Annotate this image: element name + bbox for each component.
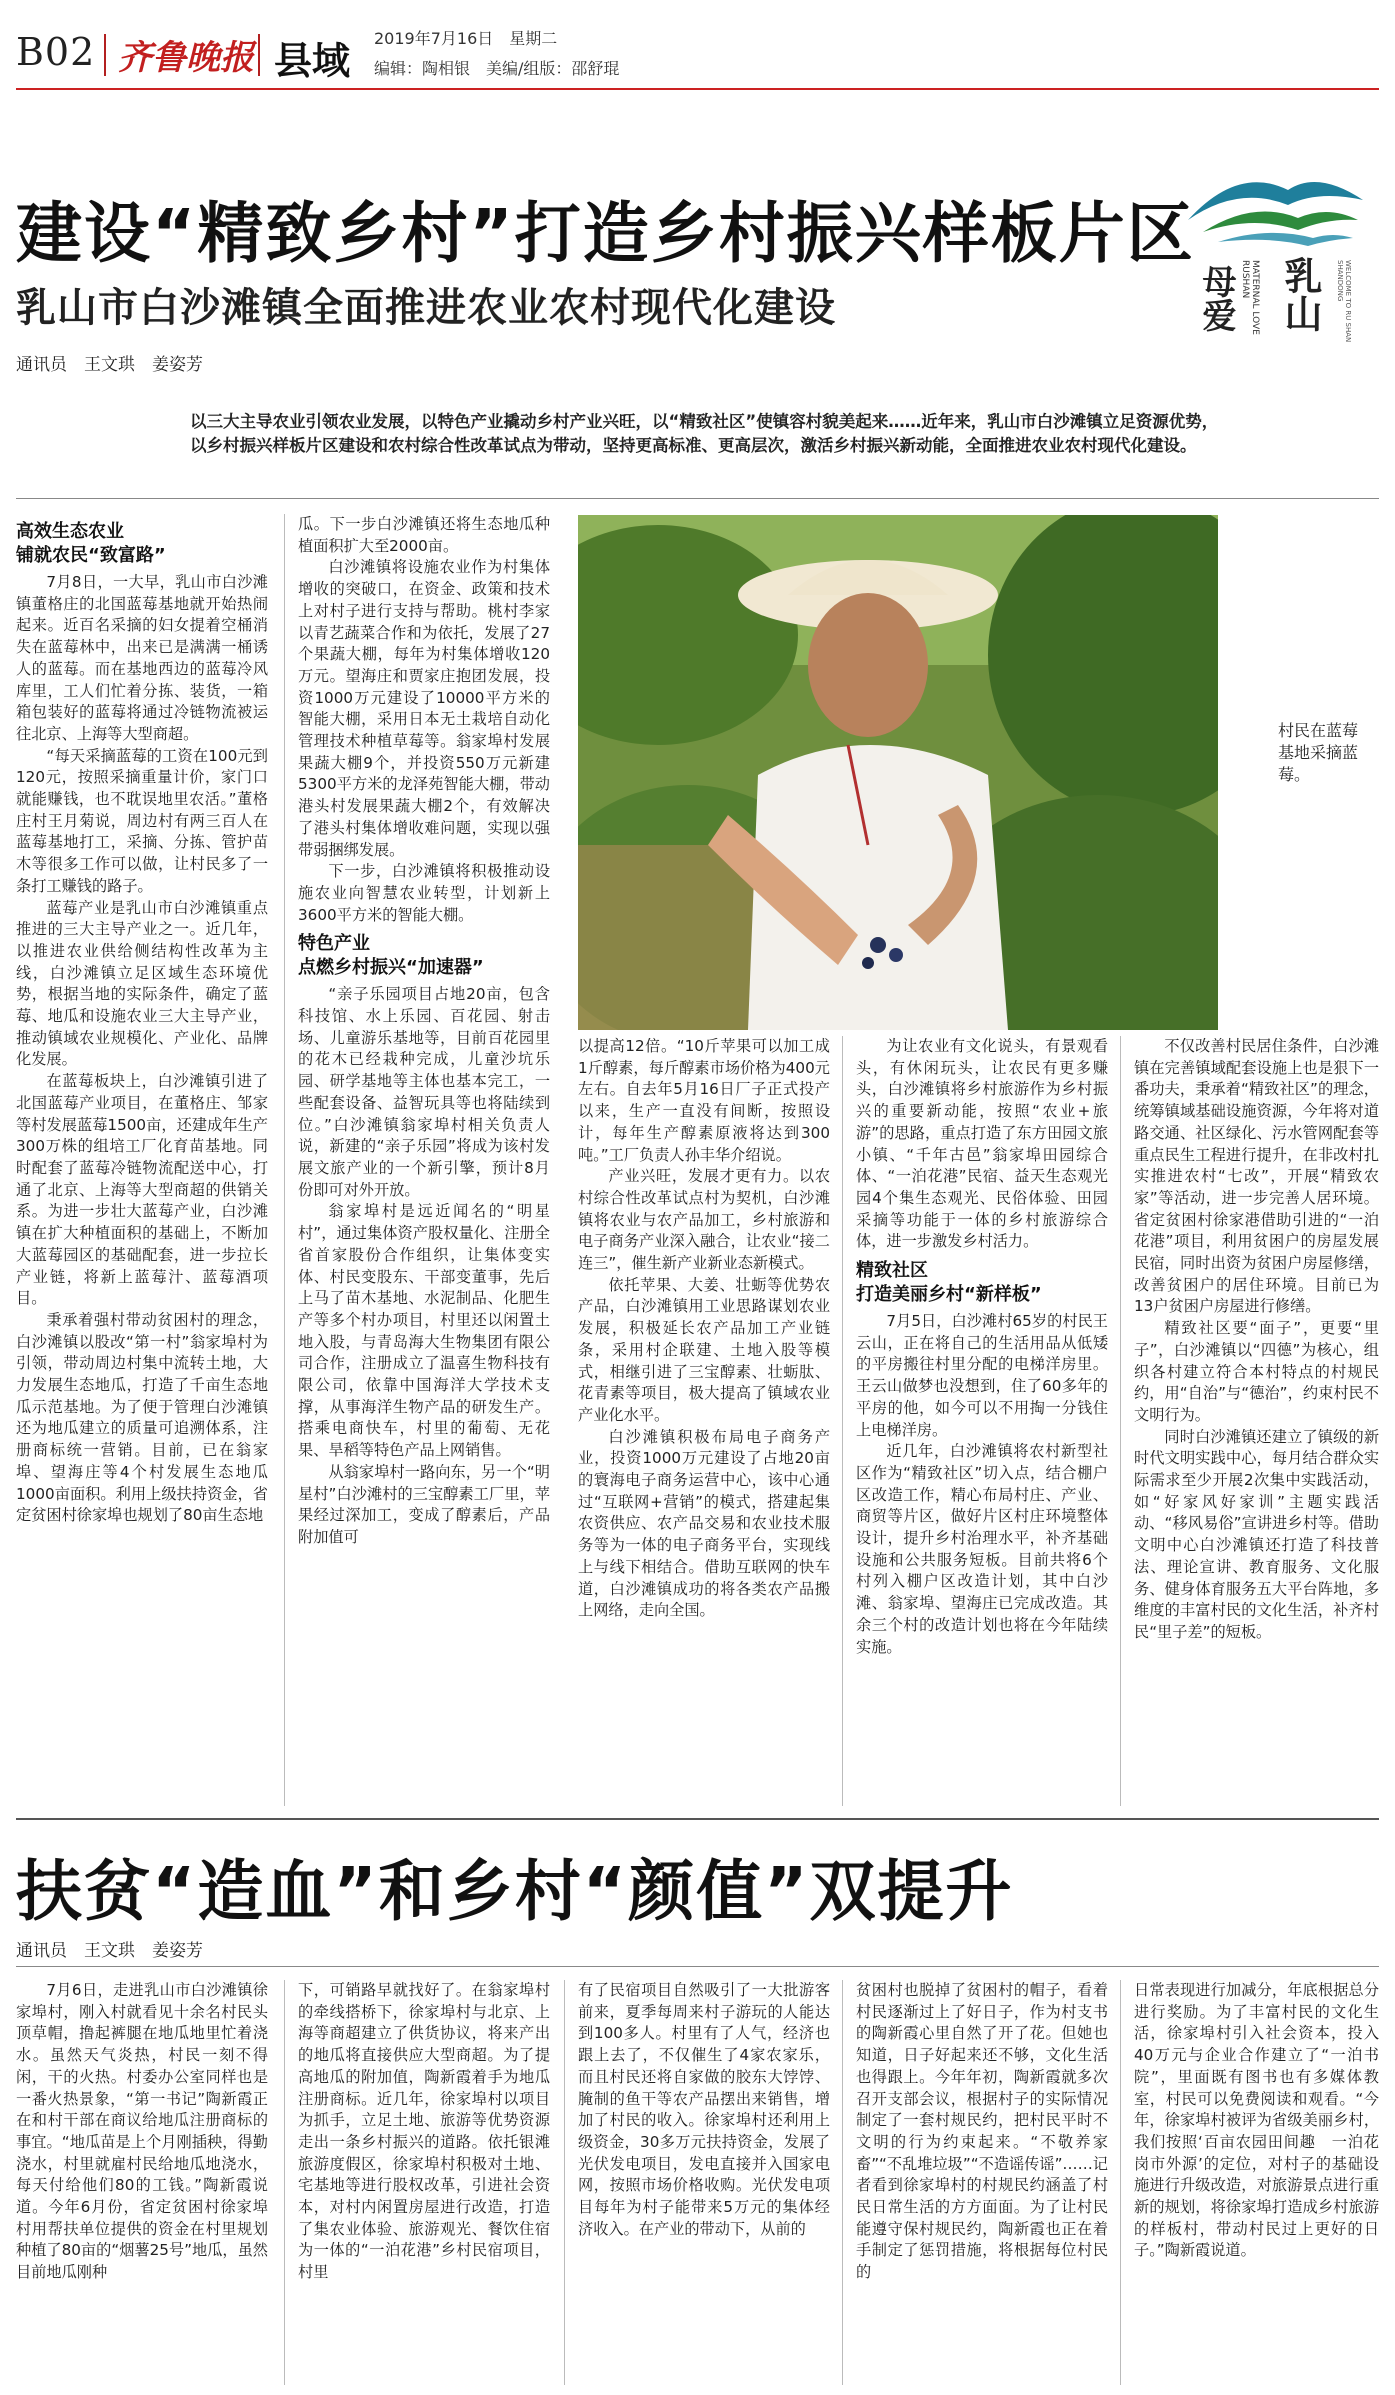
paragraph: 在蓝莓板块上，白沙滩镇引进了北国蓝莓产业项目，在董格庄、邹家等村发展蓝莓1500亩，还建成年生产300万株的组培工厂化育苗基地。同时配套了蓝莓冷链物流配送中心，打通了北京、上海等大型商超的供销关系。为进一步壮大蓝莓产业，白沙滩镇在扩大种植面积的基础上，不断加大蓝莓园区的基础配套，进一步拉长产业链，将新上蓝莓汁、蓝莓酒项目。 (16, 1072, 268, 1308)
logo-english-text-2: WELCOME TO RU SHAN SHANDONG (1336, 260, 1352, 343)
paragraph: 不仅改善村民居住条件，白沙滩镇在完善镇域配套设施上也是狠下一番功夫，秉承着“精致社区”的理念，统筹镇域基础设施资源，今年将对道路交通、社区绿化、污水管网配套等重点民生工程进行提升，在非改村扎实推进农村“七改”，开展“精致农家”等活动，进一步完善人居环境。省定贫困村徐家港借助引进的“一泊花港”项目，利用贫困户的房屋发展民宿，同时出资为贫困户房屋修缮，改善贫困户的居住环境。目前已为13户贫困户房屋进行修缮。 (1134, 1037, 1379, 1316)
column-divider (842, 1036, 843, 1806)
paragraph: 以提高12倍。“10斤苹果可以加工成1斤醇素，每斤醇素市场价格为400元左右。自去年5月16日厂子正式投产以来，生产一直没有间断，按照设计，每年生产醇素原液将达到300吨。”工厂负责人孙丰华介绍说。 (578, 1037, 830, 1164)
newspaper-name: 齐鲁晚报 (118, 38, 254, 78)
logo-english-text: MATERNAL LOVE RUSHAN (1240, 260, 1260, 335)
header-divider (104, 34, 106, 76)
page-number: B02 (16, 30, 96, 74)
header-rule (16, 88, 1379, 90)
paragraph: 从翁家埠村一路向东，另一个“明星村”白沙滩村的三宝醇素工厂里，苹果经过深加工，变成了醇素后，产品附加值可 (298, 1462, 550, 1546)
paragraph: 贫困村也脱掉了贫困村的帽子，看着村民逐渐过上了好日子，作为村支书的陶新霞心里自然了开了花。但她也知道，日子好起来还不够，文化生活也得跟上。今年年初，陶新霞就多次召开支部会议，根据村子的实际情况制定了一套村规民约，把村民平时不文明的行为约束起来。“不敬养家畜”“不乱堆垃圾”“不造谣传谣”……记者看到徐家埠村的村规民约涵盖了村民日常生活的方方面面。为了让村民能遵守保村规民约，陶新霞也正在着手制定了惩罚措施，将根据每位村民的 (856, 1981, 1108, 2282)
article1-column-4 (856, 1036, 1108, 1806)
paragraph: 下，可销路早就找好了。在翁家埠村的牵线搭桥下，徐家埠村与北京、上海等商超建立了供货协议，将来产出的地瓜将直接供应大型商超。为了提高地瓜的附加值，陶新霞着手为地瓜注册商标。近几年，徐家埠村以项目为抓手，立足土地、旅游等优势资源走出一条乡村振兴的道路。依托银滩旅游度假区，徐家埠村积极对土地、宅基地等进行股权改革，引进社会资本，对村内闲置房屋进行改造，打造了集农业体验、旅游观光、餐饮住宿为一体的“一泊花港”乡村民宿项目，村里 (298, 1981, 550, 2282)
blueberry-picking-photo (578, 515, 1218, 1030)
paragraph: 精致社区要“面子”，更要“里子”，白沙滩镇以“四德”为核心，组织各村建立符合本村特点的村规民约，用“自治”与“德治”，约束村民不文明行为。 (1134, 1319, 1379, 1424)
paragraph: 瓜。下一步白沙滩镇还将生态地瓜种植面积扩大至2000亩。 (298, 515, 550, 555)
paragraph: 7月5日，白沙滩村65岁的村民王云山，正在将自己的生活用品从低矮的平房搬往村里分配的电梯洋房里。王云山做梦也没想到，住了60多年的平房的他，如今可以不用掏一分钱住上电梯洋房。 (856, 1312, 1108, 1439)
paragraph: 日常表现进行加减分，年底根据总分进行奖励。为了丰富村民的文化生活，徐家埠村引入社会资本，投入40万元与企业合作建立了“一泊书院”，里面既有图书也有多媒体教室，村民可以免费阅读和观看。“今年，徐家埠村被评为省级美丽乡村，我们按照‘百亩农园田间趣 一泊花岗市外源’的定位，对村子的基础设施进行升级改造，对旅游景点进行重新的规划，将徐家埠打造成乡村旅游的样板村，带动村民过上更好的日子。”陶新霞说道。 (1134, 1981, 1379, 2260)
subheading: 特色产业 点燃乡村振兴“加速器” (298, 933, 484, 979)
lede-rule (16, 498, 1379, 499)
article2-column-1 (16, 1980, 268, 2385)
editors-credit: 编辑：陶相银 美编/组版：邵舒琨 (374, 59, 620, 78)
paragraph: 秉承着强村带动贫困村的理念，白沙滩镇以股改“第一村”翁家埠村为引领，带动周边村集中流转土地，大力发展生态地瓜，打造了千亩生态地瓜示范基地。为了便于管理白沙滩镇还为地瓜建立的质量可追溯体系，注册商标统一营销。目前，已在翁家埠、望海庄等4个村发展生态地瓜1000亩面积。利用上级扶持资金，省定贫困村徐家埠也规划了80亩生态地 (16, 1310, 268, 1525)
paragraph: “每天采摘蓝莓的工资在100元到120元，按照采摘重量计价，家门口就能赚钱，也不耽误地里农活。”董格庄村王月菊说，周边村有两三百人在蓝莓基地打工，采摘、分拣、管护苗木等很多工作可以做，让村民多了一条打工赚钱的路子。 (16, 746, 268, 895)
article2-column-5 (1134, 1980, 1379, 2385)
subheading: 精致社区 打造美丽乡村“新样板” (856, 1260, 1042, 1306)
logo-main-text: 乳山 (1278, 256, 1322, 332)
section-rule (16, 1818, 1379, 1820)
column-divider (284, 514, 285, 1806)
article1-column-2 (298, 514, 550, 1806)
article-subtitle: 乳山市白沙滩镇全面推进农业农村现代化建设 (16, 285, 836, 331)
paragraph: 蓝莓产业是乳山市白沙滩镇重点推进的三大主导产业之一。近几年，以推进农业供给侧结构性改革为主线，白沙滩镇立足区域生态环境优势，根据当地的实际条件，确定了蓝莓、地瓜和设施农业三大主导产业，推动镇域农业规模化、产业化、品牌化发展。 (16, 898, 268, 1069)
column-divider (284, 1980, 285, 2385)
paragraph: 下一步，白沙滩镇将积极推动设施农业向智慧农业转型，计划新上3600平方米的智能大棚。 (298, 862, 550, 924)
paragraph: “亲子乐园项目占地20亩，包含科技馆、水上乐园、百花园、射击场、儿童游乐基地等，目前百花园里的花木已经栽种完成，儿童沙坑乐园、研学基地等主体也基本完工，一些配套设备、益智玩具等也将陆续到位。”白沙滩镇翁家埠村相关负责人说，新建的“亲子乐园”将成为该村发展文旅产业的一个新引擎，预计8月份即可对外开放。 (298, 985, 550, 1199)
paragraph: 7月8日，一大早，乳山市白沙滩镇董格庄的北国蓝莓基地就开始热闹起来。近百名采摘的妇女提着空桶消失在蓝莓林中，出来已是满满一桶诱人的蓝莓。而在基地西边的蓝莓冷风库里，工人们忙着分拣、装货，一箱箱包装好的蓝莓将通过冷链物流被运往北京、上海等大型商超。 (16, 573, 268, 743)
column-divider (842, 1980, 843, 2385)
issue-date: 2019年7月16日 星期二 (374, 29, 558, 48)
paragraph: 有了民宿项目自然吸引了一大批游客前来，夏季每周来村子游玩的人能达到100多人。村里有了人气，经济也跟上去了，不仅催生了4家农家乐，而且村民还将自家做的胶东大饽饽、腌制的鱼干等农产品摆出来销售，增加了村民的收入。徐家埠村还利用上级资金，30多万元扶持资金，发展了光伏发电项目，发电直接并入国家电网，按照市场价格收购。光伏发电项目每年为村子能带来5万元的集体经济收入。在产业的带动下，从前的 (578, 1981, 830, 2238)
column-divider (564, 1980, 565, 2385)
section-name: 县域 (274, 39, 351, 83)
column-divider (1120, 1036, 1121, 1806)
article1-column-1 (16, 514, 268, 1806)
paragraph: 产业兴旺，发展才更有力。以农村综合性改革试点村为契机，白沙滩镇将农业与农产品加工，乡村旅游和电子商务产业深入融合，让农业“接二连三”，催生新产业新业态新模式。 (578, 1167, 830, 1273)
byline: 通讯员 王文珙 姜姿芳 (16, 355, 203, 375)
paragraph: 7月6日，走进乳山市白沙滩镇徐家埠村，刚入村就看见十余名村民头顶草帽，撸起裤腿在地瓜地里忙着浇水。虽然天气炎热，村民一刻不得闲，干的火热。村委办公室同样也是一番火热景象，“第一书记”陶新霞正在和村干部在商议给地瓜注册商标的事宜。“地瓜苗是上个月刚插秧，得勤浇水，村里就雇村民给地瓜地浇水，每天付给他们80的工钱。”陶新霞说道。今年6月份，省定贫困村徐家埠村用帮扶单位提供的资金在村里规划种植了80亩的“烟薯25号”地瓜，虽然目前地瓜刚种 (16, 1981, 268, 2282)
logo-side-text: 母爱 (1196, 264, 1236, 332)
article-title: 建设“精致乡村”打造乡村振兴样板片区 (16, 195, 1195, 272)
paragraph: 近几年，白沙滩镇将农村新型社区作为“精致社区”切入点，结合棚户区改造工作，精心布局村庄、产业、商贸等片区，做好片区村庄环境整体设计，提升乡村治理水平，补齐基础设施和公共服务短板。目前共将6个村列入棚户区改造计划，其中白沙滩、翁家埠、望海庄已完成改造。其余三个村的改造计划也将在今年陆续实施。 (856, 1442, 1108, 1656)
rushan-logo (1178, 160, 1368, 360)
header-divider (258, 34, 260, 76)
article2-column-2 (298, 1980, 550, 2385)
paragraph: 为让农业有文化说头，有景观看头，有休闲玩头，让农民有更多赚头，白沙滩镇将乡村旅游作为乡村振兴的重要新动能，按照“农业+旅游”的思路，重点打造了东方田园文旅小镇、“千年古邑”翁家埠田园综合体、“一泊花港”民宿、益天生态观光园4个集生态观光、民俗体验、田园采摘等功能于一体的乡村旅游综合体，进一步激发乡村活力。 (856, 1037, 1108, 1251)
article2-byline: 通讯员 王文珙 姜姿芳 (16, 1941, 203, 1961)
column-divider (1120, 1980, 1121, 2385)
paragraph: 白沙滩镇将设施农业作为村集体增收的突破口，在资金、政策和技术上对村子进行支持与帮助。桃村李家以青艺蔬菜合作和为依托，发展了27个果蔬大棚，每年为村集体增收120万元。望海庄和贾家庄抱团发展，投资1000万元建设了10000平方米的智能大棚，采用日本无土栽培自动化管理技术种植草莓等。翁家埠村发展果蔬大棚9个，并投资550万元新建5300平方米的龙泽苑智能大棚，带动港头村发展果蔬大棚2个，有效解决了港头村集体增收难问题，实现以强带弱捆绑发展。 (298, 558, 550, 859)
subheading: 高效生态农业 铺就农民“致富路” (16, 521, 166, 566)
paragraph: 依托苹果、大姜、壮蛎等优势农产品，白沙滩镇用工业思路谋划农业发展，积极延长农产品加工产业链条，采用村企联建、土地入股等模式，相继引进了三宝醇素、壮蛎肽、花青素等项目，极大提高了镇域农业产业化水平。 (578, 1275, 830, 1424)
photo-caption: 村民在蓝莓基地采摘蓝莓。 (1278, 721, 1359, 784)
article2-column-4 (856, 1980, 1108, 2385)
article1-column-5 (1134, 1036, 1379, 1806)
article2-title: 扶贫“造血”和乡村“颜值”双提升 (16, 1853, 1014, 1930)
article2-column-3 (578, 1980, 830, 2385)
paragraph: 同时白沙滩镇还建立了镇级的新时代文明实践中心，每月结合群众实际需求至少开展2次集中实践活动，如“好家风好家训”主题实践活动、“移风易俗”宣讲进乡村等。借助文明中心白沙滩镇还打造了科技普法、理论宣讲、教育服务、文化服务、健身体育服务五大平台阵地，多维度的丰富村民的文化生活，补齐村民“里子差”的短板。 (1134, 1427, 1379, 1641)
paragraph: 白沙滩镇积极布局电子商务产业，投资1000万元建设了占地20亩的寰海电子商务运营中心，该中心通过“互联网+营销”的模式，搭建起集农资供应、农产品交易和农业技术服务等为一体的电子商务平台，实现线上与线下相结合。借助互联网的快车道，白沙滩镇成功的将各类农产品搬上网络，走向全国。 (578, 1427, 830, 1620)
photo-illustration (578, 515, 1218, 1030)
article2-rule (16, 1966, 1379, 1967)
article-lede: 以三大主导农业引领农业发展，以特色产业撬动乡村产业兴旺，以“精致社区”使镇容村貌美起来……近年来，乳山市白沙滩镇立足资源优势，以乡村振兴样板片区建设和农村综合性改革试点为带动，坚持更高标准、更高层次，激活乡村振兴新动能，全面推进农业农村现代化建设。 (190, 412, 1219, 455)
article1-column-3 (578, 1036, 830, 1806)
paragraph: 翁家埠村是远近闻名的“明星村”，通过集体资产股权量化、注册全省首家股份合作组织，让集体变实体、村民变股东、干部变董事，先后上马了苗木基地、水泥制品、化肥生产等多个村办项目，村里还以闲置土地入股，与青岛海大生物集团有限公司合作，注册成立了温喜生物科技有限公司，依靠中国海洋大学技术支撑，从事海洋生物产品的研发生产。搭乘电商快车，村里的葡萄、无花果、旱稻等特色产品上网销售。 (298, 1202, 550, 1460)
